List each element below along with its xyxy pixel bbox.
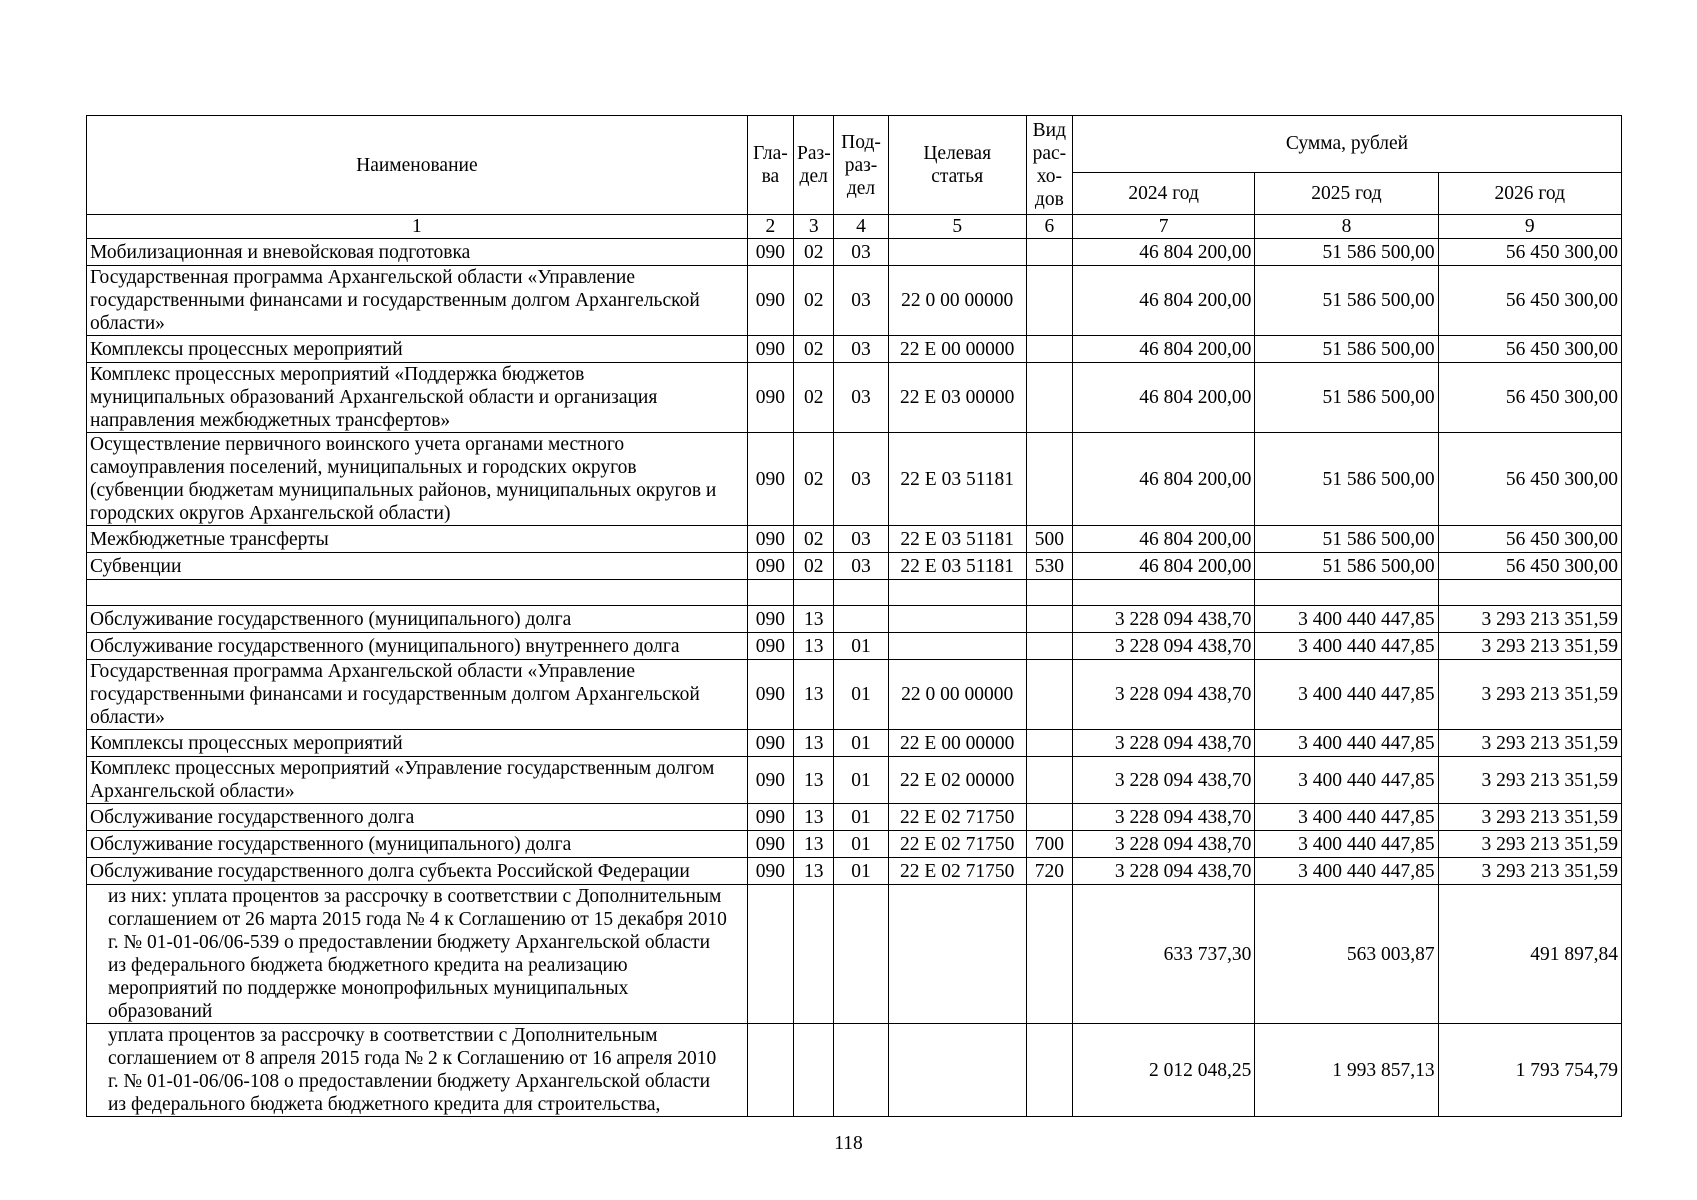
header-year-2025: 2025 год bbox=[1255, 172, 1438, 214]
header-target-item: Целевая статья bbox=[888, 116, 1026, 215]
row-amount-2024: 46 804 200,00 bbox=[1073, 266, 1255, 336]
column-number: 8 bbox=[1255, 215, 1438, 239]
row-subsection: 01 bbox=[834, 757, 888, 804]
row-name: Обслуживание государственного (муниципального) долга bbox=[87, 606, 748, 633]
row-name: Комплексы процессных мероприятий bbox=[87, 336, 748, 363]
header-chapter: Гла- ва bbox=[747, 116, 793, 215]
row-expense-type bbox=[1026, 885, 1072, 1024]
row-amount-2025: 563 003,87 bbox=[1255, 885, 1438, 1024]
row-name: Обслуживание государственного долга субъекта Российской Федерации bbox=[87, 858, 748, 885]
row-amount-2024: 46 804 200,00 bbox=[1073, 336, 1255, 363]
row-section: 13 bbox=[794, 730, 834, 757]
row-amount-2025 bbox=[1255, 580, 1438, 606]
row-name: Обслуживание государственного (муниципального) внутреннего долга bbox=[87, 633, 748, 660]
row-chapter: 090 bbox=[747, 633, 793, 660]
table-row bbox=[87, 885, 1622, 1024]
row-amount-2025: 3 400 440 447,85 bbox=[1255, 660, 1438, 730]
row-expense-type bbox=[1026, 239, 1072, 266]
column-number: 7 bbox=[1073, 215, 1255, 239]
row-amount-2026: 491 897,84 bbox=[1438, 885, 1621, 1024]
row-target-item: 22 Е 02 00000 bbox=[888, 757, 1026, 804]
row-amount-2026: 3 293 213 351,59 bbox=[1438, 660, 1621, 730]
row-subsection: 01 bbox=[834, 804, 888, 831]
row-name: Мобилизационная и вневойсковая подготовка bbox=[87, 239, 748, 266]
row-name: из них: уплата процентов за рассрочку в соответствии с Дополнительным соглашением от 26 марта 2015 года № 4 к Соглашению от 15 декабря 2010 г. № 01-01-06/06-539 о предоставлении бюджету Архангельской области из федерального бюджета бюджетного кредита на реализацию мероприятий по поддержке монопрофильных муниципальных образований bbox=[87, 885, 748, 1024]
row-target-item: 22 0 00 00000 bbox=[888, 660, 1026, 730]
row-expense-type: 700 bbox=[1026, 831, 1072, 858]
row-section: 02 bbox=[794, 553, 834, 580]
table-row bbox=[87, 730, 1622, 757]
row-section: 02 bbox=[794, 363, 834, 433]
row-amount-2025: 51 586 500,00 bbox=[1255, 363, 1438, 433]
row-chapter: 090 bbox=[747, 526, 793, 553]
row-section: 02 bbox=[794, 526, 834, 553]
row-name: Комплекс процессных мероприятий «Управление государственным долгом Архангельской области» bbox=[87, 757, 748, 804]
column-number: 6 bbox=[1026, 215, 1072, 239]
row-target-item: 22 Е 03 51181 bbox=[888, 526, 1026, 553]
row-amount-2024: 46 804 200,00 bbox=[1073, 239, 1255, 266]
table-row bbox=[87, 804, 1622, 831]
row-section: 13 bbox=[794, 858, 834, 885]
row-chapter: 090 bbox=[747, 363, 793, 433]
table-row bbox=[87, 239, 1622, 266]
row-name bbox=[87, 580, 748, 606]
row-subsection: 03 bbox=[834, 266, 888, 336]
row-expense-type bbox=[1026, 633, 1072, 660]
row-target-item bbox=[888, 580, 1026, 606]
row-subsection: 03 bbox=[834, 526, 888, 553]
header-section: Раз- дел bbox=[794, 116, 834, 215]
row-target-item bbox=[888, 1024, 1026, 1117]
table-row bbox=[87, 336, 1622, 363]
row-amount-2026: 3 293 213 351,59 bbox=[1438, 858, 1621, 885]
table-row bbox=[87, 660, 1622, 730]
row-chapter bbox=[747, 580, 793, 606]
row-amount-2025: 3 400 440 447,85 bbox=[1255, 730, 1438, 757]
row-subsection: 01 bbox=[834, 831, 888, 858]
row-chapter: 090 bbox=[747, 831, 793, 858]
row-amount-2025: 3 400 440 447,85 bbox=[1255, 831, 1438, 858]
row-subsection: 03 bbox=[834, 239, 888, 266]
row-section: 13 bbox=[794, 804, 834, 831]
table-row bbox=[87, 633, 1622, 660]
row-amount-2026: 56 450 300,00 bbox=[1438, 266, 1621, 336]
row-name: Осуществление первичного воинского учета органами местного самоуправления поселений, муниципальных и городских округов (субвенции бюджетам муниципальных районов, муниципальных округов и городских округов Архангельской области) bbox=[87, 433, 748, 526]
row-section: 02 bbox=[794, 336, 834, 363]
row-amount-2025: 51 586 500,00 bbox=[1255, 239, 1438, 266]
row-subsection: 01 bbox=[834, 730, 888, 757]
row-amount-2026: 3 293 213 351,59 bbox=[1438, 730, 1621, 757]
row-amount-2026: 56 450 300,00 bbox=[1438, 526, 1621, 553]
table-row bbox=[87, 757, 1622, 804]
row-amount-2024: 3 228 094 438,70 bbox=[1073, 606, 1255, 633]
row-amount-2025: 3 400 440 447,85 bbox=[1255, 804, 1438, 831]
table-row bbox=[87, 363, 1622, 433]
row-amount-2024: 3 228 094 438,70 bbox=[1073, 831, 1255, 858]
table-body bbox=[87, 239, 1622, 1117]
row-amount-2025: 3 400 440 447,85 bbox=[1255, 606, 1438, 633]
row-section: 13 bbox=[794, 606, 834, 633]
row-chapter: 090 bbox=[747, 553, 793, 580]
row-amount-2024: 46 804 200,00 bbox=[1073, 433, 1255, 526]
column-number: 3 bbox=[794, 215, 834, 239]
row-section: 02 bbox=[794, 266, 834, 336]
header-year-2024: 2024 год bbox=[1073, 172, 1255, 214]
page-number: 118 bbox=[834, 1133, 863, 1154]
row-chapter: 090 bbox=[747, 660, 793, 730]
row-name: Обслуживание государственного (муниципального) долга bbox=[87, 831, 748, 858]
header-year-2026: 2026 год bbox=[1438, 172, 1621, 214]
row-expense-type bbox=[1026, 804, 1072, 831]
row-amount-2025: 1 993 857,13 bbox=[1255, 1024, 1438, 1117]
row-amount-2025: 51 586 500,00 bbox=[1255, 553, 1438, 580]
row-name: Государственная программа Архангельской области «Управление государственными финансами и государственным долгом Архангельской области» bbox=[87, 266, 748, 336]
row-amount-2026 bbox=[1438, 580, 1621, 606]
row-amount-2026: 3 293 213 351,59 bbox=[1438, 606, 1621, 633]
row-target-item bbox=[888, 885, 1026, 1024]
table-row bbox=[87, 553, 1622, 580]
table-row bbox=[87, 1024, 1622, 1117]
row-amount-2025: 3 400 440 447,85 bbox=[1255, 858, 1438, 885]
table-row bbox=[87, 606, 1622, 633]
row-section: 13 bbox=[794, 633, 834, 660]
row-expense-type: 720 bbox=[1026, 858, 1072, 885]
row-chapter: 090 bbox=[747, 757, 793, 804]
row-chapter: 090 bbox=[747, 606, 793, 633]
row-amount-2026: 56 450 300,00 bbox=[1438, 433, 1621, 526]
row-expense-type bbox=[1026, 606, 1072, 633]
row-name: Субвенции bbox=[87, 553, 748, 580]
row-amount-2024: 46 804 200,00 bbox=[1073, 526, 1255, 553]
row-name: Обслуживание государственного долга bbox=[87, 804, 748, 831]
row-amount-2024 bbox=[1073, 580, 1255, 606]
row-chapter: 090 bbox=[747, 804, 793, 831]
table-row bbox=[87, 526, 1622, 553]
row-expense-type bbox=[1026, 266, 1072, 336]
row-name: Межбюджетные трансферты bbox=[87, 526, 748, 553]
header-name: Наименование bbox=[87, 116, 748, 215]
row-amount-2026: 56 450 300,00 bbox=[1438, 363, 1621, 433]
row-amount-2025: 51 586 500,00 bbox=[1255, 266, 1438, 336]
row-name: Государственная программа Архангельской области «Управление государственными финансами и государственным долгом Архангельской области» bbox=[87, 660, 748, 730]
row-name: уплата процентов за рассрочку в соответствии с Дополнительным соглашением от 8 апреля 2015 года № 2 к Соглашению от 16 апреля 2010 г. № 01-01-06/06-108 о предоставлении бюджету Архангельской области из федерального бюджета бюджетного кредита для строительства, bbox=[87, 1024, 748, 1117]
row-amount-2024: 3 228 094 438,70 bbox=[1073, 660, 1255, 730]
row-subsection: 03 bbox=[834, 336, 888, 363]
row-expense-type bbox=[1026, 757, 1072, 804]
row-expense-type bbox=[1026, 730, 1072, 757]
row-expense-type: 530 bbox=[1026, 553, 1072, 580]
row-subsection: 03 bbox=[834, 363, 888, 433]
row-section bbox=[794, 1024, 834, 1117]
row-amount-2024: 46 804 200,00 bbox=[1073, 553, 1255, 580]
row-amount-2024: 3 228 094 438,70 bbox=[1073, 804, 1255, 831]
row-subsection: 03 bbox=[834, 553, 888, 580]
row-target-item: 22 Е 02 71750 bbox=[888, 804, 1026, 831]
table-header bbox=[87, 116, 1622, 239]
row-target-item: 22 Е 02 71750 bbox=[888, 831, 1026, 858]
table-row bbox=[87, 831, 1622, 858]
column-number: 1 bbox=[87, 215, 748, 239]
row-target-item: 22 Е 00 00000 bbox=[888, 336, 1026, 363]
row-target-item: 22 0 00 00000 bbox=[888, 266, 1026, 336]
row-subsection bbox=[834, 885, 888, 1024]
row-chapter: 090 bbox=[747, 433, 793, 526]
row-name: Комплексы процессных мероприятий bbox=[87, 730, 748, 757]
empty-row bbox=[87, 580, 1622, 606]
row-subsection: 01 bbox=[834, 660, 888, 730]
row-amount-2024: 3 228 094 438,70 bbox=[1073, 757, 1255, 804]
header-expense-type: Вид рас- хо- дов bbox=[1026, 116, 1072, 215]
row-amount-2026: 3 293 213 351,59 bbox=[1438, 831, 1621, 858]
row-amount-2026: 3 293 213 351,59 bbox=[1438, 633, 1621, 660]
row-amount-2026: 56 450 300,00 bbox=[1438, 239, 1621, 266]
row-amount-2025: 51 586 500,00 bbox=[1255, 526, 1438, 553]
row-target-item bbox=[888, 239, 1026, 266]
column-number: 9 bbox=[1438, 215, 1621, 239]
row-amount-2026: 1 793 754,79 bbox=[1438, 1024, 1621, 1117]
row-target-item: 22 Е 03 51181 bbox=[888, 433, 1026, 526]
row-chapter: 090 bbox=[747, 266, 793, 336]
table-row bbox=[87, 858, 1622, 885]
row-amount-2024: 3 228 094 438,70 bbox=[1073, 730, 1255, 757]
row-amount-2024: 3 228 094 438,70 bbox=[1073, 633, 1255, 660]
table-row bbox=[87, 433, 1622, 526]
table-row bbox=[87, 266, 1622, 336]
row-subsection bbox=[834, 606, 888, 633]
row-subsection bbox=[834, 580, 888, 606]
row-amount-2026: 56 450 300,00 bbox=[1438, 336, 1621, 363]
row-chapter bbox=[747, 1024, 793, 1117]
header-sum-group: Сумма, рублей bbox=[1073, 116, 1622, 173]
column-number: 2 bbox=[747, 215, 793, 239]
row-section: 02 bbox=[794, 239, 834, 266]
row-amount-2025: 51 586 500,00 bbox=[1255, 336, 1438, 363]
row-amount-2025: 51 586 500,00 bbox=[1255, 433, 1438, 526]
row-amount-2024: 3 228 094 438,70 bbox=[1073, 858, 1255, 885]
row-chapter: 090 bbox=[747, 730, 793, 757]
row-section bbox=[794, 580, 834, 606]
column-number: 4 bbox=[834, 215, 888, 239]
column-number: 5 bbox=[888, 215, 1026, 239]
row-target-item: 22 Е 00 00000 bbox=[888, 730, 1026, 757]
row-subsection bbox=[834, 1024, 888, 1117]
row-amount-2026: 56 450 300,00 bbox=[1438, 553, 1621, 580]
row-section: 13 bbox=[794, 660, 834, 730]
row-section: 13 bbox=[794, 757, 834, 804]
row-target-item: 22 Е 03 00000 bbox=[888, 363, 1026, 433]
row-subsection: 01 bbox=[834, 633, 888, 660]
header-subsection: Под- раз- дел bbox=[834, 116, 888, 215]
row-amount-2024: 2 012 048,25 bbox=[1073, 1024, 1255, 1117]
row-amount-2025: 3 400 440 447,85 bbox=[1255, 633, 1438, 660]
row-chapter: 090 bbox=[747, 336, 793, 363]
row-expense-type bbox=[1026, 660, 1072, 730]
row-subsection: 01 bbox=[834, 858, 888, 885]
row-name: Комплекс процессных мероприятий «Поддержка бюджетов муниципальных образований Архангельской области и организация направления межбюджетных трансфертов» bbox=[87, 363, 748, 433]
row-amount-2024: 633 737,30 bbox=[1073, 885, 1255, 1024]
row-chapter: 090 bbox=[747, 239, 793, 266]
row-target-item bbox=[888, 633, 1026, 660]
row-chapter bbox=[747, 885, 793, 1024]
row-expense-type bbox=[1026, 433, 1072, 526]
row-target-item bbox=[888, 606, 1026, 633]
row-amount-2024: 46 804 200,00 bbox=[1073, 363, 1255, 433]
row-section: 02 bbox=[794, 433, 834, 526]
row-section bbox=[794, 885, 834, 1024]
row-subsection: 03 bbox=[834, 433, 888, 526]
row-amount-2026: 3 293 213 351,59 bbox=[1438, 804, 1621, 831]
row-amount-2026: 3 293 213 351,59 bbox=[1438, 757, 1621, 804]
row-amount-2025: 3 400 440 447,85 bbox=[1255, 757, 1438, 804]
row-target-item: 22 Е 03 51181 bbox=[888, 553, 1026, 580]
row-expense-type bbox=[1026, 336, 1072, 363]
row-section: 13 bbox=[794, 831, 834, 858]
row-expense-type bbox=[1026, 580, 1072, 606]
row-expense-type bbox=[1026, 1024, 1072, 1117]
row-target-item: 22 Е 02 71750 bbox=[888, 858, 1026, 885]
row-chapter: 090 bbox=[747, 858, 793, 885]
budget-table bbox=[86, 115, 1622, 1117]
row-expense-type bbox=[1026, 363, 1072, 433]
row-expense-type: 500 bbox=[1026, 526, 1072, 553]
